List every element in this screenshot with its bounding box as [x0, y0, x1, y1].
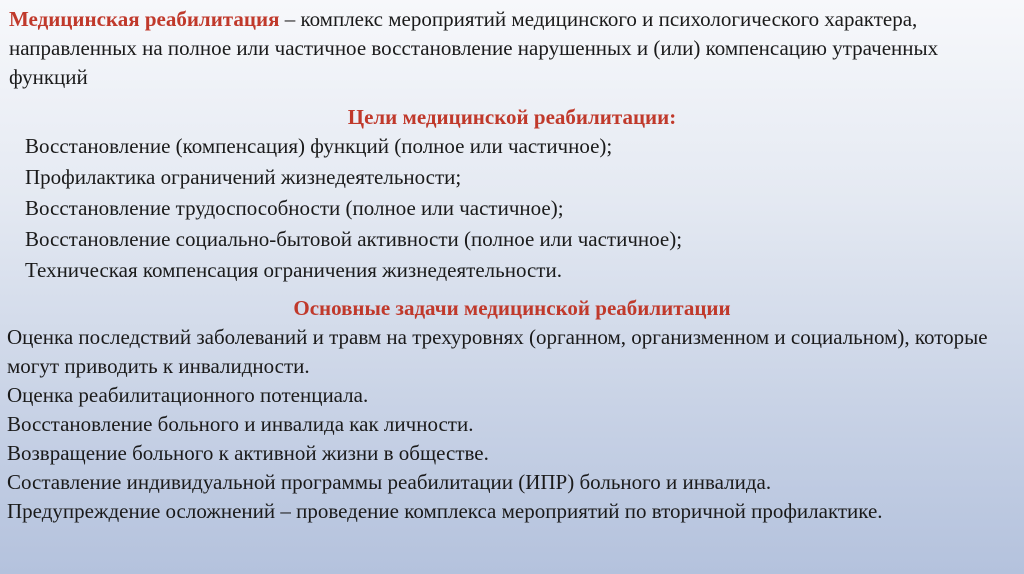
task-item: Возвращение больного к активной жизни в обществе.	[7, 441, 489, 465]
tasks-list	[7, 323, 1017, 526]
task-item: Восстановление больного и инвалида как личности.	[7, 412, 474, 436]
task-item: Составление индивидуальной программы реабилитации (ИПР) больного и инвалида.	[7, 470, 772, 494]
goal-item: Восстановление социально-бытовой активности (полное или частичное);	[25, 227, 683, 251]
goal-item: Восстановление (компенсация) функций (полное или частичное);	[25, 134, 613, 158]
definition-text: – комплекс мероприятий медицинского и психологического характера, направленных на полное или частичное восстановление нарушенных и (или) компенсацию утраченных функций	[9, 7, 939, 89]
goals-heading: Цели медицинской реабилитации:	[347, 105, 677, 129]
task-item: Оценка реабилитационного потенциала.	[7, 383, 369, 407]
tasks-heading: Основные задачи медицинской реабилитации	[293, 296, 731, 320]
task-item: Предупреждение осложнений – проведение комплекса мероприятий по вторичной профилактике.	[7, 499, 883, 523]
goal-item: Восстановление трудоспособности (полное или частичное);	[25, 196, 564, 220]
goals-list	[25, 131, 1015, 286]
goal-item: Профилактика ограничений жизнедеятельности;	[25, 165, 462, 189]
goal-item: Техническая компенсация ограничения жизнедеятельности.	[25, 258, 562, 282]
task-item: Оценка последствий заболеваний и травм на трехуровнях (органном, организменном и социальном), которые могут приводить к инвалидности.	[7, 325, 988, 378]
definition-paragraph	[9, 5, 1015, 92]
definition-term: Медицинская реабилитация	[9, 7, 280, 31]
